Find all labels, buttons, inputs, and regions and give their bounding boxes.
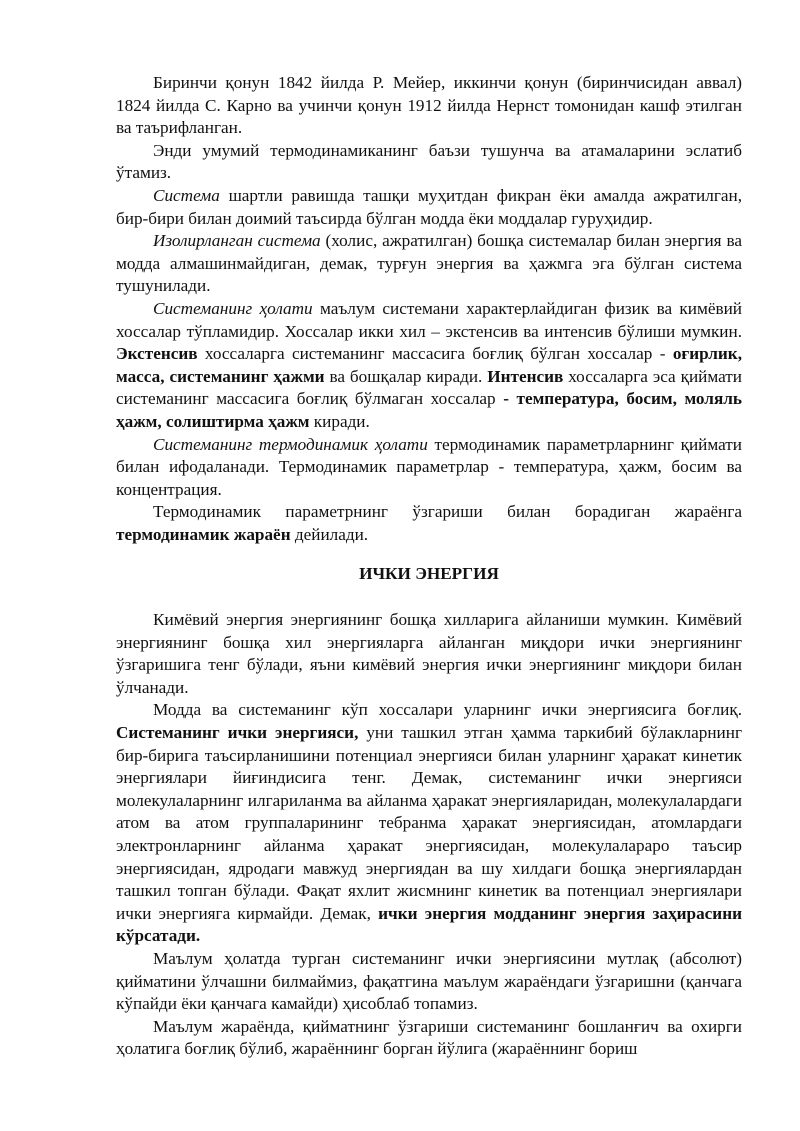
- term-isolated-system: Изолирланган система: [153, 231, 321, 251]
- paragraph-chemical-energy: Кимёвий энергия энергиянинг бошқа хилларига айланиши мумкин. Кимёвий энергиянинг бошқа хил энергияларга айланган миқдори ички энергиянинг ўзгаришига тенг бўлади, яъни кимёвий энергия ички энергиянинг миқдори билан ўлчанади.: [116, 610, 742, 697]
- thermodynamic-process-text-2: дейилади.: [290, 524, 369, 544]
- term-system-state: Системанинг ҳолати: [153, 298, 313, 318]
- term-thermodynamic-state: Системанинг термодинамик ҳолати: [153, 434, 428, 454]
- thermodynamic-process-text-1: Термодинамик параметрнинг ўзгариши билан борадиган жараёнга: [153, 502, 742, 522]
- system-definition-text: шартли равишда ташқи муҳитдан фикран ёки амалда ажратилган, бир-бири билан доимий таъсирда бўлган модда ёки моддалар гуруҳидир.: [116, 185, 742, 228]
- internal-energy-conclusion: ички энергия модданинг энергия заҳирасини кўрсатади.: [116, 903, 742, 946]
- intensive-properties: - температура, босим, моляль ҳажм, солиштирма ҳажм: [116, 389, 742, 431]
- term-intensive: Интенсив: [487, 366, 564, 386]
- paragraph-intro-terms: Энди умумий термодинамиканинг баъзи тушунча ва атамаларини эслатиб ўтамиз.: [116, 140, 742, 183]
- term-thermodynamic-process: термодинамик жараён: [116, 524, 291, 544]
- system-state-text-4: хоссаларга эса қиймати системанинг массасига боғлиқ бўлмаган хоссалар: [116, 366, 743, 409]
- document-page: [116, 72, 742, 1061]
- isolated-system-text: (холис, ажратилган) бошқа системалар билан энергия ва модда алмашинмайдиган, демак, турғун энергия ва ҳажмга эга бўлган система тушунилади.: [116, 231, 742, 296]
- system-state-text-1: маълум системани характерлайдиган физик ва кимёвий хоссалар тўпламидир. Хоссалар икки хил – экстенсив ва интенсив бўлиши мумкин.: [116, 298, 742, 341]
- paragraph-isolated-system: [116, 230, 742, 298]
- paragraph-process-change: Маълум жараёнда, қийматнинг ўзгариши системанинг бошланғич ва охирги ҳолатига боғлиқ бўлиб, жараённинг борган йўлига (жараённинг бориш: [116, 1016, 742, 1059]
- paragraph-thermodynamic-state: [116, 434, 742, 502]
- system-state-text-3: ва бошқалар киради.: [324, 366, 488, 386]
- term-internal-energy: Системанинг ички энергияси,: [116, 723, 359, 743]
- system-state-text-2: хоссаларга системанинг массасига боғлиқ бўлган хоссалар -: [197, 344, 673, 364]
- term-extensive: Экстенсив: [116, 344, 198, 364]
- extensive-properties: оғирлик, масса, системанинг ҳажми: [116, 344, 742, 386]
- system-state-text-5: киради.: [309, 411, 370, 431]
- paragraph-system-definition: [116, 185, 742, 230]
- term-system: Система: [153, 185, 220, 205]
- paragraph-laws-history: Биринчи қонун 1842 йилда Р. Мейер, иккинчи қонун (биринчисидан аввал) 1824 йилда С. Карно ва учинчи қонун 1912 йилда Нернст томонидан кашф этилган ва таърифланган.: [116, 73, 742, 138]
- internal-energy-text-2: уни ташкил этган ҳамма таркибий бўлакларнинг бир-бирига таъсирланишини потенциал энергияси билан уларнинг ҳаракат кинетик энергиялари йиғиндисига тенг. Демак, системанинг ички энергияси молекулаларнинг илгариланма ва айланма ҳаракат энергияларидан, молекулалардаги атом ва атом группаларининг тебранма ҳаракат энергиясидан, атомлардаги электронларнинг айланма ҳаракат энергиясидан, молекулалараро таъсир энергиясидан, ядродаги мавжуд энергиядан ва шу хилдаги бошқа энергиялардан ташкил топган бўлади. Фақат яхлит жисмнинг кинетик ва потенциал энергиялари ички энергияга кирмайди. Демак,: [116, 723, 743, 923]
- thermodynamic-state-text: термодинамик параметрларнинг қиймати билан ифодаланади. Термодинамик параметрлар - температура, ҳажм, босим ва концентрация.: [116, 434, 742, 499]
- paragraph-internal-energy: [116, 699, 742, 948]
- paragraph-system-state: [116, 298, 742, 434]
- internal-energy-text-1: Модда ва системанинг кўп хоссалари уларнинг ички энергиясига боғлиқ.: [153, 700, 742, 720]
- section-heading: ИЧКИ ЭНЕРГИЯ: [359, 564, 499, 584]
- paragraph-thermodynamic-process: [116, 501, 742, 546]
- paragraph-absolute-value: Маълум ҳолатда турган системанинг ички энергиясини мутлақ (абсолют) қийматини ўлчашни билмаймиз, фақатгина маълум жараёндаги ўзгаришни (қанчага кўпайди ёки қанчага камайди) ҳисоблаб топамиз.: [116, 948, 742, 1014]
